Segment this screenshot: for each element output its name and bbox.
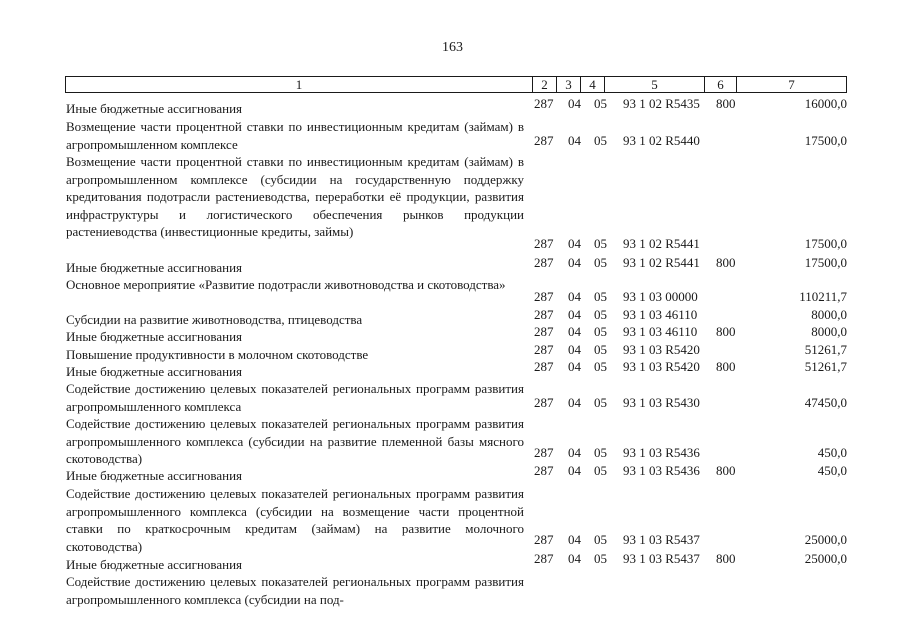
header-col-1: 1 bbox=[295, 77, 303, 92]
row-description: Возмещение части процентной ставки по инвестиционным кредитам (займам) в агропромышленном комплексе (субсидии на государственную поддержку кредитования подотрасли растениеводства, переработки её продукции, развития инфраструктуры и логистического обеспечения рынков продукции растениеводства (инвестиционные кредиты, займы) bbox=[66, 154, 524, 240]
header-col-6: 6 bbox=[704, 77, 736, 92]
row-ved: 287 bbox=[534, 532, 554, 547]
row-ved: 287 bbox=[534, 551, 554, 566]
row-sum: 51261,7 bbox=[804, 342, 847, 357]
row-pr: 05 bbox=[594, 236, 607, 251]
row-sum: 8000,0 bbox=[811, 307, 847, 322]
row-ved: 287 bbox=[534, 307, 554, 322]
row-csr: 93 1 02 R5441 bbox=[623, 236, 700, 251]
header-col-2: 2 bbox=[532, 77, 556, 92]
row-rz: 04 bbox=[568, 289, 581, 304]
row-csr: 93 1 03 R5420 bbox=[623, 359, 700, 374]
row-pr: 05 bbox=[594, 307, 607, 322]
row-rz: 04 bbox=[568, 96, 581, 111]
row-description: Основное мероприятие «Развитие подотрасли животноводства и скотоводства» bbox=[66, 277, 506, 292]
row-description: Иные бюджетные ассигнования bbox=[66, 364, 243, 379]
row-vr: 800 bbox=[716, 463, 736, 478]
row-rz: 04 bbox=[568, 551, 581, 566]
row-description: Иные бюджетные ассигнования bbox=[66, 468, 243, 483]
row-ved: 287 bbox=[534, 324, 554, 339]
row-ved: 287 bbox=[534, 463, 554, 478]
row-vr: 800 bbox=[716, 551, 736, 566]
row-sum: 17500,0 bbox=[804, 255, 847, 270]
row-sum: 16000,0 bbox=[804, 96, 847, 111]
row-vr: 800 bbox=[716, 359, 736, 374]
row-ved: 287 bbox=[534, 342, 554, 357]
row-csr: 93 1 02 R5441 bbox=[623, 255, 700, 270]
row-vr: 800 bbox=[716, 324, 736, 339]
row-rz: 04 bbox=[568, 463, 581, 478]
row-pr: 05 bbox=[594, 255, 607, 270]
row-vr: 800 bbox=[716, 255, 736, 270]
row-description: Возмещение части процентной ставки по инвестиционным кредитам (займам) в агропромышленном комплексе bbox=[66, 119, 524, 152]
row-rz: 04 bbox=[568, 255, 581, 270]
row-description: Содействие достижению целевых показателей региональных программ развития агропромышленного комплекса (субсидии на развитие племенной базы мясного скотоводства) bbox=[66, 416, 524, 467]
row-rz: 04 bbox=[568, 236, 581, 251]
row-pr: 05 bbox=[594, 359, 607, 374]
row-ved: 287 bbox=[534, 289, 554, 304]
row-sum: 110211,7 bbox=[799, 289, 847, 304]
row-pr: 05 bbox=[594, 551, 607, 566]
row-sum: 450,0 bbox=[817, 463, 847, 478]
row-sum: 450,0 bbox=[817, 445, 847, 460]
row-rz: 04 bbox=[568, 359, 581, 374]
row-pr: 05 bbox=[594, 463, 607, 478]
row-ved: 287 bbox=[534, 255, 554, 270]
row-description: Содействие достижению целевых показателей региональных программ развития агропромышленного комплекса (субсидии на под- bbox=[66, 574, 524, 607]
page-number: 163 bbox=[442, 40, 463, 55]
row-pr: 05 bbox=[594, 532, 607, 547]
row-rz: 04 bbox=[568, 445, 581, 460]
row-ved: 287 bbox=[534, 359, 554, 374]
row-pr: 05 bbox=[594, 324, 607, 339]
row-description: Иные бюджетные ассигнования bbox=[66, 557, 243, 572]
row-sum: 8000,0 bbox=[811, 324, 847, 339]
row-description: Содействие достижению целевых показателей региональных программ развития агропромышленного комплекса bbox=[66, 381, 524, 414]
row-csr: 93 1 03 00000 bbox=[623, 289, 698, 304]
row-description: Иные бюджетные ассигнования bbox=[66, 329, 243, 344]
row-rz: 04 bbox=[568, 342, 581, 357]
row-pr: 05 bbox=[594, 445, 607, 460]
row-ved: 287 bbox=[534, 445, 554, 460]
header-col-5: 5 bbox=[604, 77, 704, 92]
row-sum: 17500,0 bbox=[804, 236, 847, 251]
row-description: Субсидии на развитие животноводства, птицеводства bbox=[66, 312, 363, 327]
table-header bbox=[65, 76, 847, 93]
row-rz: 04 bbox=[568, 324, 581, 339]
row-ved: 287 bbox=[534, 96, 554, 111]
row-pr: 05 bbox=[594, 133, 607, 148]
header-col-7: 7 bbox=[736, 77, 846, 92]
row-description: Повышение продуктивности в молочном скотоводстве bbox=[66, 347, 369, 362]
header-col-4: 4 bbox=[580, 77, 604, 92]
row-ved: 287 bbox=[534, 133, 554, 148]
row-pr: 05 bbox=[594, 342, 607, 357]
row-sum: 25000,0 bbox=[804, 532, 847, 547]
row-csr: 93 1 03 R5430 bbox=[623, 395, 700, 410]
row-csr: 93 1 03 R5420 bbox=[623, 342, 700, 357]
row-ved: 287 bbox=[534, 236, 554, 251]
row-csr: 93 1 02 R5435 bbox=[623, 96, 700, 111]
row-csr: 93 1 03 R5437 bbox=[623, 532, 700, 547]
row-csr: 93 1 03 R5437 bbox=[623, 551, 700, 566]
row-csr: 93 1 03 46110 bbox=[623, 307, 698, 322]
row-pr: 05 bbox=[594, 96, 607, 111]
row-csr: 93 1 03 46110 bbox=[623, 324, 698, 339]
row-rz: 04 bbox=[568, 532, 581, 547]
row-sum: 51261,7 bbox=[804, 359, 847, 374]
row-vr: 800 bbox=[716, 96, 736, 111]
row-csr: 93 1 02 R5440 bbox=[623, 133, 700, 148]
row-sum: 47450,0 bbox=[804, 395, 847, 410]
row-ved: 287 bbox=[534, 395, 554, 410]
row-sum: 25000,0 bbox=[804, 551, 847, 566]
row-sum: 17500,0 bbox=[804, 133, 847, 148]
row-csr: 93 1 03 R5436 bbox=[623, 445, 700, 460]
row-csr: 93 1 03 R5436 bbox=[623, 463, 700, 478]
header-col-3: 3 bbox=[556, 77, 580, 92]
row-pr: 05 bbox=[594, 289, 607, 304]
row-description: Иные бюджетные ассигнования bbox=[66, 101, 243, 116]
row-rz: 04 bbox=[568, 307, 581, 322]
row-pr: 05 bbox=[594, 395, 607, 410]
row-rz: 04 bbox=[568, 395, 581, 410]
row-description: Содействие достижению целевых показателей региональных программ развития агропромышленного комплекса (субсидии на возмещение части процентной ставки по краткосрочным кредитам (займам) на развитие молочного скотоводства) bbox=[66, 486, 524, 554]
row-description: Иные бюджетные ассигнования bbox=[66, 260, 243, 275]
row-rz: 04 bbox=[568, 133, 581, 148]
